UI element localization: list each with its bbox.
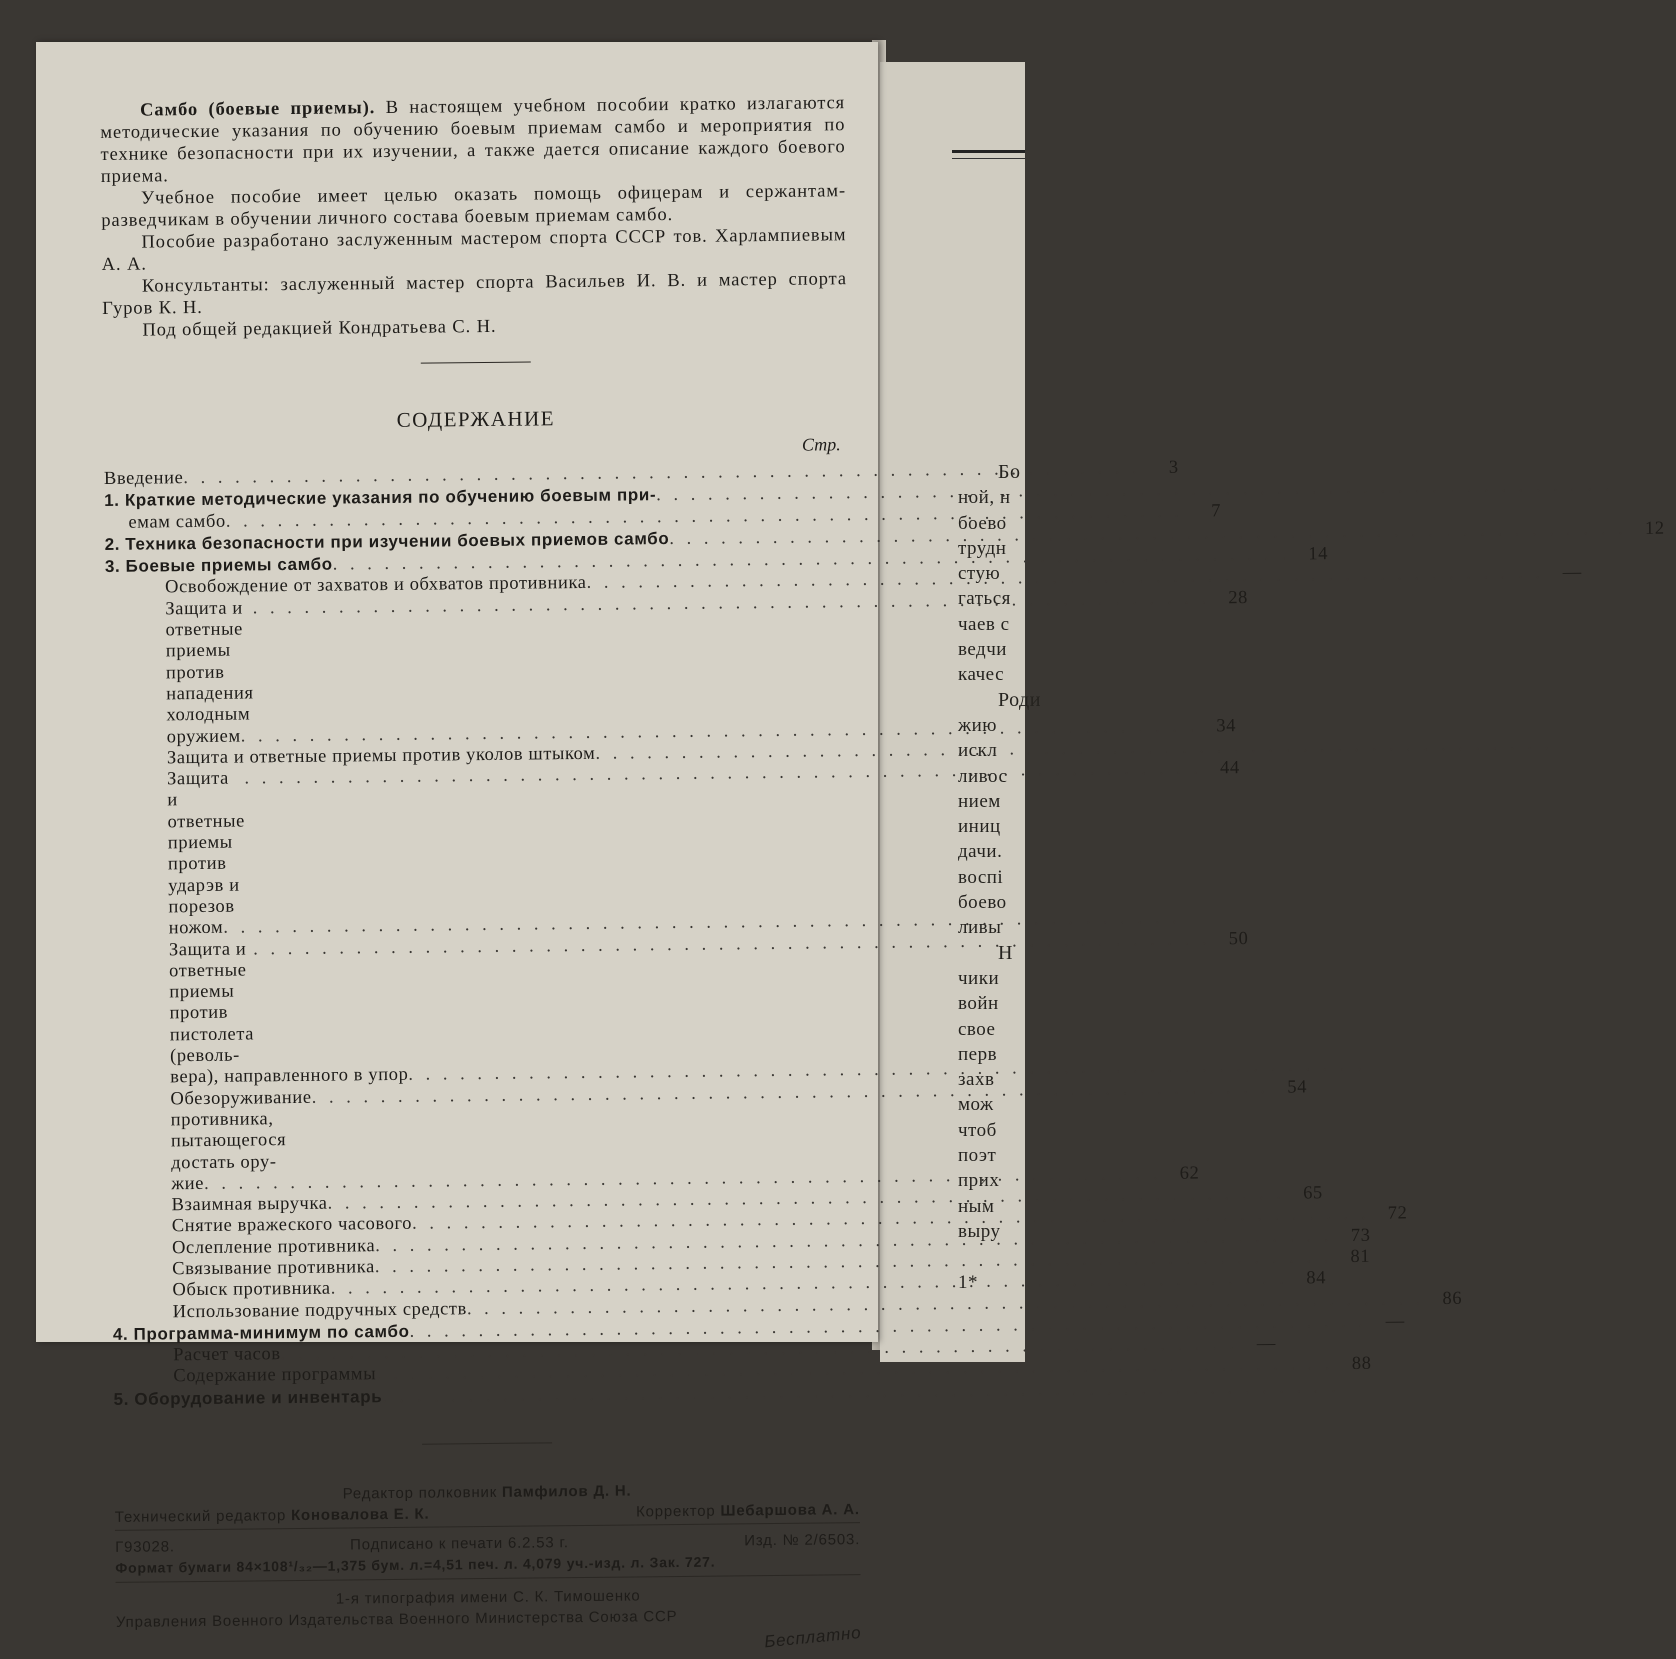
intro-paragraph-2: Учебное пособие имеет целью оказать помощь офицерам и сержантам-разведчикам в обучении личного состава боевым приемам самбо. <box>101 180 846 232</box>
toc-page-number: 54 <box>1269 1077 1307 1099</box>
toc-entry-text: Связывание противника <box>172 1257 375 1280</box>
toc-entry-text: 1. Краткие методические указания по обучению боевым при- <box>104 484 656 511</box>
imprint-printer: 1-я типография имени С. К. Тимошенко <box>116 1585 861 1610</box>
page-content <box>100 92 861 1659</box>
right-page-line: мож <box>958 1092 1041 1117</box>
right-page-line: Бо <box>958 460 1041 485</box>
toc-entry-text: Расчет часов <box>173 1344 281 1366</box>
intro-text-1: В настоящем учебном пособии кратко излагаются методические указания по обучению боевым приемам самбо и мероприятия по технике безопасности при их изучении, а также дается описание каждого боевого приема. <box>100 93 845 187</box>
imprint-code: Г93028. <box>115 1538 175 1556</box>
imprint-format: Формат бумаги 84×108¹/₃₂—1,375 бум. л.=4,51 печ. л. 4,079 уч.-изд. л. Зак. 727. <box>115 1552 860 1576</box>
editor-name: Памфилов Д. Н. <box>502 1483 632 1501</box>
right-page-rule <box>952 150 1025 153</box>
right-page-line: ной, н <box>958 485 1041 510</box>
toc-entry-text: 4. Программа-минимум по самбо <box>113 1321 410 1345</box>
imprint-free-line <box>116 1627 861 1655</box>
intro-title: Самбо (боевые приемы). <box>140 98 375 120</box>
toc-page-number: 84 <box>1288 1269 1326 1291</box>
table-of-contents <box>104 461 859 1411</box>
toc-page-number: 14 <box>1290 544 1328 566</box>
toc-entry-text: Ослепление противника <box>172 1236 375 1259</box>
right-page-line: захв <box>958 1067 1041 1092</box>
right-page-line: перв <box>958 1042 1041 1067</box>
toc-title: СОДЕРЖАНИЕ <box>103 403 848 436</box>
toc-entry-text: Взаимная выручка <box>171 1194 327 1217</box>
toc-page-number: 88 <box>1333 1354 1371 1376</box>
right-page-line: ведчи <box>958 637 1041 662</box>
toc-entry-text: Обезоруживание противника, пытающегося достать ору- <box>170 1087 312 1174</box>
right-page-rule-thin <box>952 158 1025 159</box>
toc-page-number: 72 <box>1369 1204 1407 1226</box>
right-page-line: жию <box>958 713 1041 738</box>
right-page-line: прих <box>958 1168 1041 1193</box>
right-page-line: боево <box>958 890 1041 915</box>
toc-entry-text: 2. Техника безопасности при изучении боевых приемов самбо <box>105 528 670 555</box>
right-page-line: чики <box>958 966 1041 991</box>
right-page-line: чтоб <box>958 1118 1041 1143</box>
toc-entry-text: Содержание программы <box>173 1365 376 1388</box>
toc-page-header: Стр. <box>104 434 841 463</box>
intro-paragraph-1 <box>100 92 846 188</box>
toc-entry-text: ножом <box>169 918 224 940</box>
intro-paragraph-5: Под общей редакцией Кондратьева С. Н. <box>102 312 847 342</box>
right-page-line: гаться <box>958 586 1041 611</box>
toc-entry-text: Обыск противника <box>172 1279 330 1302</box>
toc-row <box>107 762 854 919</box>
toc-entry-text: жие <box>171 1174 204 1196</box>
toc-entry-text: Защита и ответные приемы против нападения холодным <box>165 598 254 727</box>
toc-page-number: 86 <box>1424 1288 1462 1310</box>
right-page-line: 1* <box>958 1270 1041 1295</box>
toc-page-number: 62 <box>1161 1163 1199 1185</box>
toc-entry-text: Защита и ответные приемы против ударэв и порезов <box>167 769 246 919</box>
tech-editor-label: Технический редактор <box>115 1507 286 1526</box>
toc-entry-text: оружием <box>167 726 241 748</box>
imprint-signed-date: Подписано к печати 6.2.53 г. <box>350 1534 569 1553</box>
right-page-line: дачи. <box>958 839 1041 864</box>
imprint-dept-line <box>116 1606 861 1631</box>
toc-page-number: — <box>1238 1334 1276 1356</box>
toc-entry-text: Защита и ответные приемы против пистолета (револь- <box>169 939 255 1068</box>
imprint-signed <box>115 1531 860 1556</box>
right-page-line: Роди <box>958 688 1041 713</box>
toc-page-number: 65 <box>1285 1183 1323 1205</box>
imprint-free: Бесплатно <box>763 1623 862 1652</box>
toc-entry-text: Снятие вражеского часового <box>172 1214 413 1238</box>
right-page-line: искл <box>958 738 1041 763</box>
right-page-line: боево <box>958 511 1041 536</box>
toc-page-number: 7 <box>1183 501 1221 523</box>
right-page-line: войн <box>958 991 1041 1016</box>
toc-row <box>110 1082 856 1175</box>
editor-label: Редактор полковник <box>343 1484 497 1503</box>
right-page-line: ным <box>958 1194 1041 1219</box>
divider-bottom <box>422 1442 552 1444</box>
right-page-line: выру <box>958 1219 1041 1244</box>
toc-row <box>105 592 851 728</box>
intro-paragraph-4: Консультанты: заслуженный мастер спорта Васильев И. В. и мастер спорта Гуров К. Н. <box>102 268 847 320</box>
toc-entry-text: 5. Оборудование и инвентарь <box>113 1386 382 1410</box>
imprint <box>115 1480 862 1655</box>
toc-page-number: 81 <box>1332 1247 1370 1269</box>
right-page-line: Н <box>958 941 1041 966</box>
imprint-izd: Изд. № 2/6503. <box>744 1531 860 1549</box>
toc-page-number: 73 <box>1332 1225 1370 1247</box>
right-page-line: иниц <box>958 814 1041 839</box>
right-page-line: чаев с <box>958 612 1041 637</box>
right-page-line: ливы <box>958 915 1041 940</box>
toc-entry-text: 3. Боевые приемы самбо <box>105 554 333 578</box>
imprint-editor <box>115 1480 860 1505</box>
intro-section <box>100 92 847 342</box>
toc-entry-text: Освобождение от захватов и обхватов противника <box>165 573 587 599</box>
toc-row <box>109 933 855 1069</box>
right-page-line: свое <box>958 1017 1041 1042</box>
right-page-line: воспі <box>958 865 1041 890</box>
toc-entry-text: Использование подручных средств <box>173 1299 467 1323</box>
imprint-tech-corr <box>115 1501 860 1526</box>
imprint-dept: Управления Военного Издательства Военного Министерства Союза ССР <box>116 1608 678 1631</box>
tech-editor-name: Коновалова Е. К. <box>291 1506 430 1524</box>
right-page-line: стую <box>958 561 1041 586</box>
corrector-name: Шебаршова А. А. <box>720 1501 860 1519</box>
toc-page-number: — <box>1367 1311 1405 1333</box>
right-page-line: поэт <box>958 1143 1041 1168</box>
toc-page-number: — <box>1544 563 1582 585</box>
toc-page-number: 50 <box>1210 929 1248 951</box>
toc-page-number: 3 <box>1141 458 1179 480</box>
toc-entry-text: вера), направленного в упор <box>170 1065 408 1089</box>
toc-entry-text: Защита и ответные приемы против уколов штыком <box>167 744 596 770</box>
intro-paragraph-3: Пособие разработано заслуженным мастером спорта СССР тов. Харлампиевым А. А. <box>101 224 846 276</box>
imprint-rule-2 <box>116 1574 861 1583</box>
toc-page-number: 34 <box>1198 716 1236 738</box>
divider-top <box>420 362 530 364</box>
right-page-line: качес <box>958 662 1041 687</box>
toc-entry-text: Введение <box>104 468 184 490</box>
toc-page-number: 12 <box>1627 519 1665 541</box>
toc-page-number: 28 <box>1210 588 1248 610</box>
right-page-line: нием <box>958 789 1041 814</box>
toc-entry-text: емам самбо <box>128 511 226 533</box>
toc-page-number: 44 <box>1202 758 1240 780</box>
right-page-line: ливос <box>958 764 1041 789</box>
corrector-label: Корректор <box>636 1503 716 1521</box>
right-page-line: трудн <box>958 536 1041 561</box>
